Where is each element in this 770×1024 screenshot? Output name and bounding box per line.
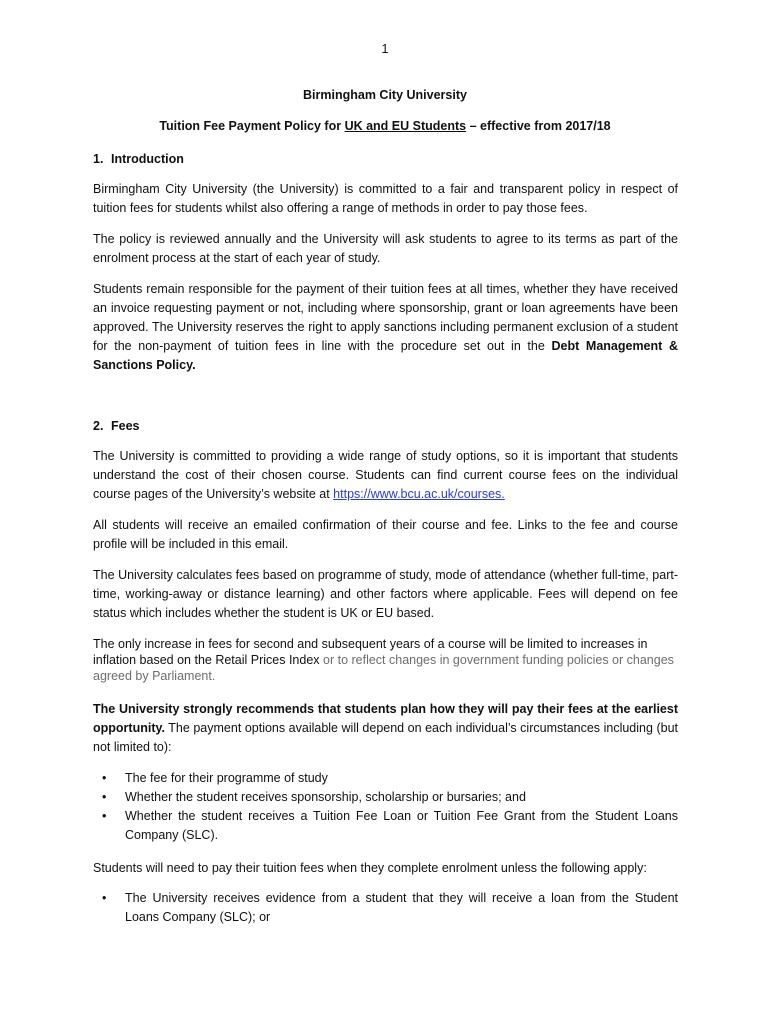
payment-exceptions-list [93,889,678,927]
section-2-paragraph-4 [93,636,678,684]
section-2-paragraph-2: All students will receive an emailed confirmation of their course and fee. Links to the fee and course profile will be included in this email. [93,518,678,551]
section-2-heading [93,417,678,436]
section-2-paragraph-5-text: The payment options available will depend on each individual’s circumstances including (but not limited to): [93,721,678,754]
section-1-paragraph-1: Birmingham City University (the University) is committed to a fair and transparent policy in respect of tuition fees for students whilst also offering a range of methods in order to pay those fees. [93,182,678,215]
page-number: 1 [381,42,389,56]
section-2-number: 2. [93,419,104,433]
section-2-title: Fees [111,419,140,433]
recommendation-emphasis: The University strongly recommends that students plan how they will pay their fees at the earliest opportunity. [93,702,678,735]
bullet-icon: • [102,771,107,785]
list-item: • Whether the student receives sponsorship, scholarship or bursaries; and [93,788,678,807]
section-1-title: Introduction [111,152,184,166]
section-2-paragraph-1 [93,447,678,504]
section-2-paragraph-4-muted: or to reflect changes in government funding policies or changes agreed by Parliament. [93,653,674,683]
bullet-icon: • [102,790,107,804]
bullet-icon: • [102,891,107,905]
list-item: • The University receives evidence from a student that they will receive a loan from the Student Loans Company (SLC); or [102,891,678,924]
debt-policy-reference: Debt Management & Sanctions Policy. [93,339,678,372]
list-item: • Whether the student receives a Tuition Fee Loan or Tuition Fee Grant from the Student Loans Company (SLC). [102,809,678,842]
section-1-number: 1. [93,152,104,166]
payment-factors-list [93,769,678,845]
section-2-paragraph-6: Students will need to pay their tuition fees when they complete enrolment unless the following apply: [93,861,647,875]
list-item: • The fee for their programme of study [93,769,678,788]
subtitle-prefix: Tuition Fee Payment Policy for [159,119,345,133]
section-2-paragraph-3: The University calculates fees based on programme of study, mode of attendance (whether full-time, part-time, working-away or distance learning) and other factors where applicable. Fees will depend on fee status which includes whether the student is UK or EU based. [93,568,678,620]
section-2-paragraph-5 [93,700,678,757]
courses-link[interactable]: https://www.bcu.ac.uk/courses. [333,487,505,501]
section-1-paragraph-3 [93,280,678,375]
document-title: Birmingham City University [303,88,467,102]
section-1-paragraph-3-text: Students remain responsible for the payment of their tuition fees at all times, whether they have received an invoice requesting payment or not, including where sponsorship, grant or loan agreements have been approved. The University reserves the right to apply sanctions including permanent exclusion of a student for the non-payment of tuition fees in line with the procedure set out in the [93,282,678,353]
bullet-icon: • [102,809,107,823]
subtitle-suffix: – effective from 2017/18 [466,119,611,133]
section-2-paragraph-4-text: The only increase in fees for second and subsequent years of a course will be limited to increases in inflation based on the Retail Prices Index [93,637,648,667]
document-subtitle [0,119,770,133]
subtitle-underlined: UK and EU Students [344,119,467,133]
section-2-paragraph-1-text: The University is committed to providing a wide range of study options, so it is important that students understand the cost of their chosen course. Students can find current course fees on the individual course pages of the University’s website at [93,449,678,501]
section-1-heading [93,150,678,169]
section-1-paragraph-2: The policy is reviewed annually and the University will ask students to agree to its terms as part of the enrolment process at the start of each year of study. [93,232,678,265]
